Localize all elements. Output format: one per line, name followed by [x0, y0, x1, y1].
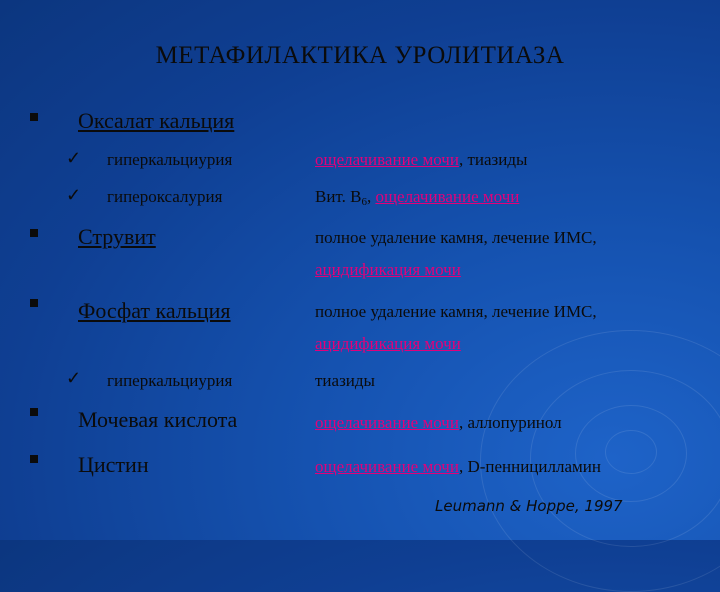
checkmark-icon: ✓	[66, 368, 82, 388]
oxalate-item-2-left: гипероксалурия	[107, 187, 223, 206]
phosphate-item-right: тиазиды	[315, 371, 375, 390]
bullet-icon	[30, 113, 38, 121]
heading-struvite: Струвит	[78, 224, 156, 249]
heading-uric-acid: Мочевая кислота	[78, 407, 238, 432]
heading-oxalate: Оксалат кальция	[78, 108, 235, 133]
oxalate-item-1-right: ощелачивание мочи, тиазиды	[315, 150, 528, 169]
struvite-right-line2: ацидификация мочи	[315, 260, 461, 279]
bullet-icon	[30, 455, 38, 463]
bullet-icon	[30, 299, 38, 307]
bullet-icon	[30, 229, 38, 237]
struvite-right-line1: полное удаление камня, лечение ИМС,	[315, 228, 597, 247]
phosphate-item-left: гиперкальциурия	[107, 371, 233, 390]
checkmark-icon: ✓	[66, 148, 82, 168]
oxalate-item-1-left: гиперкальциурия	[107, 150, 233, 169]
oxalate-item-2-right: Вит. $B_6$, ощелачивание мочи	[315, 187, 520, 208]
checkmark-icon: ✓	[66, 185, 82, 205]
uric-right: ощелачивание мочи, аллопуринол	[315, 413, 562, 432]
phosphate-right-line1: полное удаление камня, лечение ИМС,	[315, 302, 597, 321]
page-title: МЕТАФИЛАКТИКА УРОЛИТИАЗА	[155, 42, 565, 69]
citation: Leumann & Hoppe, 1997	[435, 497, 623, 515]
phosphate-right-line2: ацидификация мочи	[315, 334, 461, 353]
bullet-icon	[30, 408, 38, 416]
heading-phosphate: Фосфат кальция	[78, 298, 231, 323]
cystine-right: ощелачивание мочи, D-пенницилламин	[315, 457, 601, 476]
heading-cystine: Цистин	[78, 452, 149, 477]
